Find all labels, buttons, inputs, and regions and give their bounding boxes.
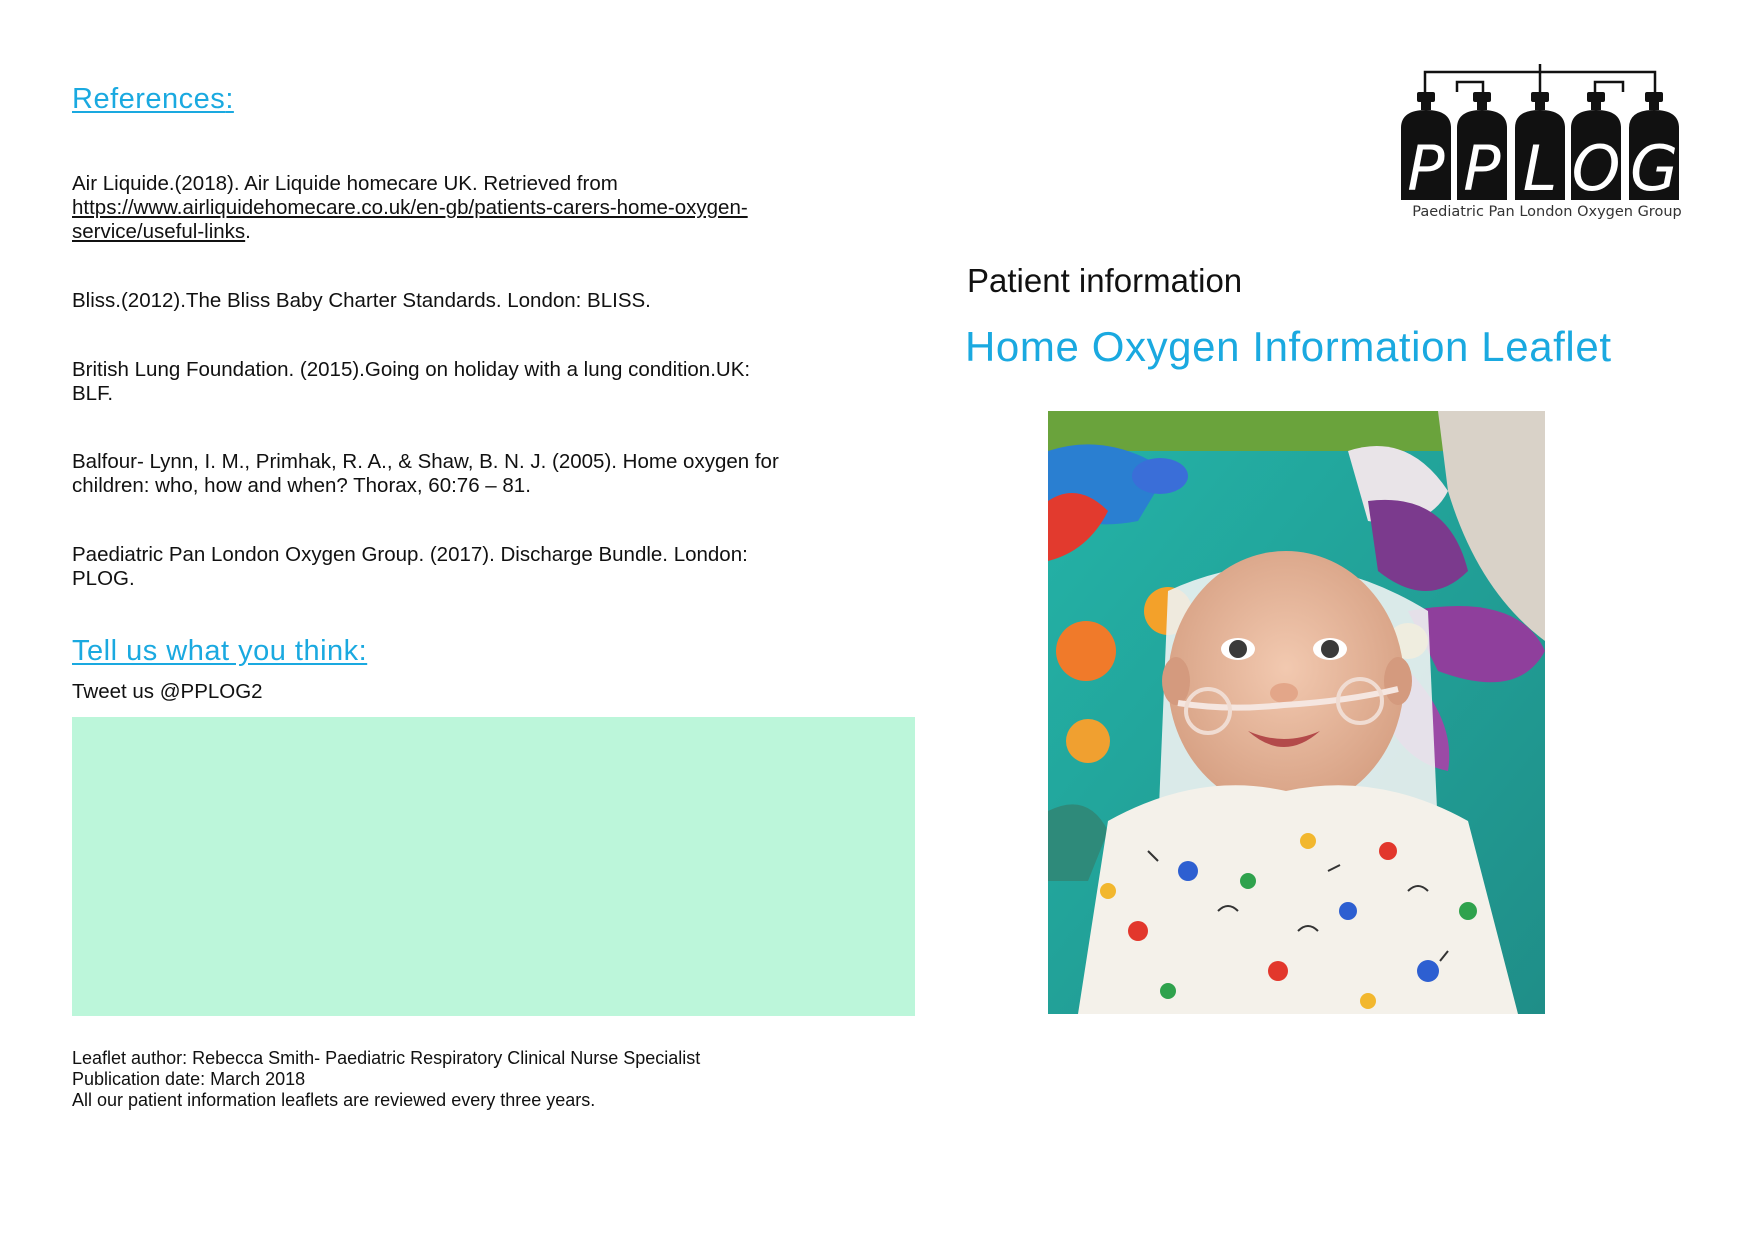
leaflet-footer [72,1048,872,1111]
feedback-box [72,717,915,1016]
references-heading: References: [72,83,234,115]
reference-balfour-lynn: Balfour- Lynn, I. M., Primhak, R. A., & Shaw, B. N. J. (2005). Home oxygen for children: who, how and when? Thorax, 60:76 – 81. [72,450,779,497]
leaflet-author: Leaflet author: Rebecca Smith- Paediatric Respiratory Clinical Nurse Specialist [72,1048,701,1068]
feedback-section [72,635,367,668]
reference-bliss: Bliss.(2012).The Bliss Baby Charter Standards. London: BLISS. [72,289,651,312]
pplog-logo [1395,62,1695,234]
tweet-us-text: Tweet us @PPLOG2 [72,680,263,703]
patient-information-label: Patient information [967,262,1243,299]
logo-caption: Paediatric Pan London Oxygen Group [1412,204,1682,220]
leaflet-title: Home Oxygen Information Leaflet [965,323,1612,370]
reference-air-liquide: Air Liquide.(2018). Air Liquide homecare UK. Retrieved from https://www.airliquidehomecare.co.uk/en-gb/patients-carers-home-oxygen- service/useful-links. [72,172,748,243]
svg-text:L: L [1522,132,1558,205]
svg-text:G: G [1629,132,1679,205]
feedback-heading: Tell us what you think: [72,635,368,667]
reference-british-lung-foundation: British Lung Foundation. (2015).Going on holiday with a lung condition.UK: BLF. [72,358,751,405]
publication-date: Publication date: March 2018 [72,1069,306,1089]
air-liquide-link[interactable]: https://www.airliquidehomecare.co.uk/en-gb/patients-carers-home-oxygen- service/useful-links [72,196,748,243]
svg-text:O: O [1571,132,1621,205]
reference-pplog-bundle: Paediatric Pan London Oxygen Group. (2017). Discharge Bundle. London: PLOG. [72,543,748,590]
references-section [72,83,234,116]
review-note: All our patient information leaflets are reviewed every three years. [72,1090,596,1110]
svg-text:P: P [1407,132,1445,205]
baby-photo [1048,411,1545,1014]
baby-photo-illustration [1048,411,1545,1014]
svg-text:P: P [1463,132,1501,205]
